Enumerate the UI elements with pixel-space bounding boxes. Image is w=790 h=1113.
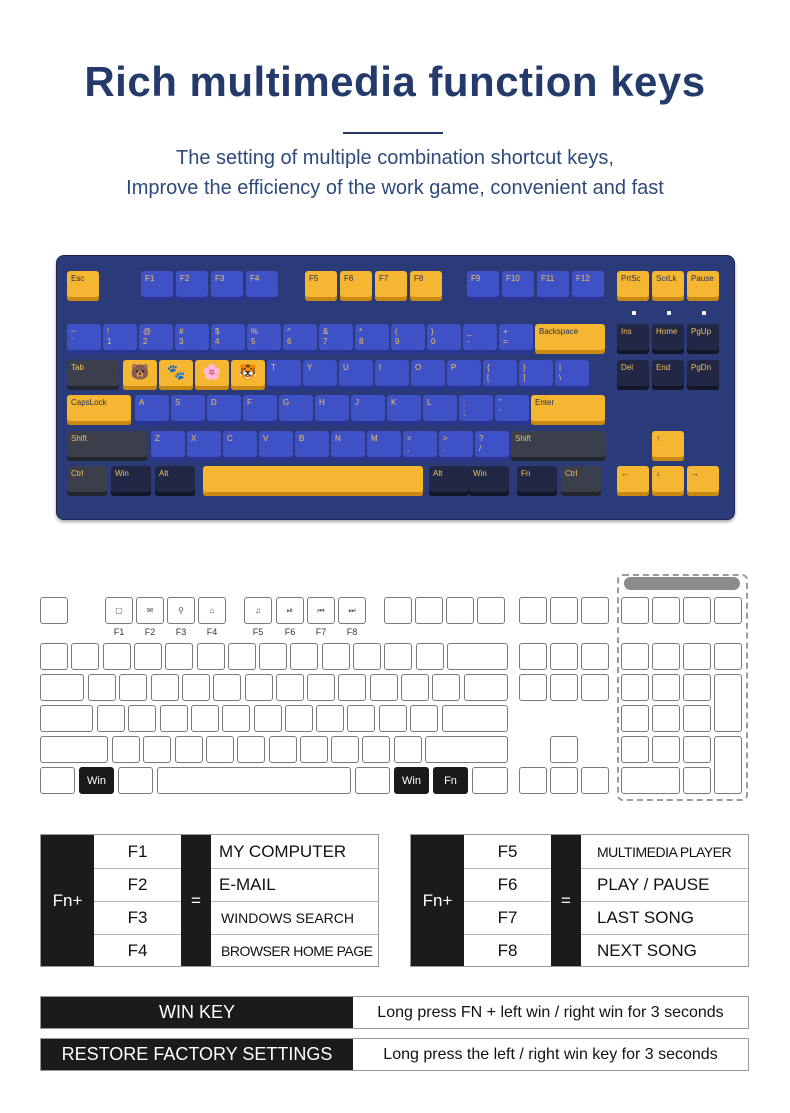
layout-key	[228, 643, 256, 670]
function-next-song: NEXT SONG	[581, 934, 748, 966]
note-text: Long press the left / right win key for 3 seconds	[383, 1045, 718, 1063]
key-shift-right: Shift	[511, 431, 605, 461]
layout-key	[477, 597, 505, 624]
key-pause: Pause	[687, 271, 719, 301]
key-number-row: ) 0	[427, 324, 461, 354]
layout-key	[384, 643, 412, 670]
key-ctrl-right: Ctrl	[561, 466, 601, 496]
layout-key	[362, 736, 390, 763]
key-letter: B	[295, 431, 329, 461]
key-tab: Tab	[67, 360, 119, 390]
layout-key	[379, 705, 407, 732]
key-enter: Enter	[531, 395, 605, 425]
numpad-region-outline	[617, 574, 748, 801]
layout-key	[165, 643, 193, 670]
layout-key	[410, 705, 438, 732]
layout-key-f8	[338, 597, 366, 624]
indicator-led	[702, 311, 706, 315]
function-windows-search: WINDOWS SEARCH	[211, 901, 378, 934]
key-letter: J	[351, 395, 385, 425]
next-icon: ⏭	[348, 605, 356, 615]
key-shift-left: Shift	[67, 431, 147, 461]
layout-key	[550, 597, 578, 624]
key-letter: Z	[151, 431, 185, 461]
subtitle-line-1: The setting of multiple combination shortcut keys,	[176, 147, 614, 169]
key-arrow-right: →	[687, 466, 719, 496]
f-key-label: F8	[346, 627, 358, 637]
layout-key	[134, 643, 162, 670]
layout-key	[550, 674, 578, 701]
key-letter: ? /	[475, 431, 509, 461]
key-letter: } ]	[519, 360, 553, 390]
title-divider	[343, 132, 443, 134]
layout-key	[40, 643, 68, 670]
layout-key	[71, 643, 99, 670]
key-home: Home	[652, 324, 684, 354]
key-f7: F7	[375, 271, 407, 301]
function-email: E-MAIL	[211, 868, 378, 901]
computer-icon: ▢	[115, 606, 123, 615]
layout-key	[175, 736, 203, 763]
fn-prefix-cell: Fn+	[411, 835, 464, 966]
artisan-keycap: 🐻	[123, 360, 157, 390]
artisan-keycap: 🐾	[159, 360, 193, 390]
key-f12: F12	[572, 271, 604, 301]
layout-key-backslash	[464, 674, 508, 701]
key-ins: Ins	[617, 324, 649, 354]
layout-key	[97, 705, 125, 732]
home-page-icon: ⌂	[209, 606, 215, 615]
previous-icon: ⏮	[317, 605, 325, 615]
note-restore-factory	[40, 1038, 749, 1071]
key-letter: N	[331, 431, 365, 461]
key-letter: I	[375, 360, 409, 390]
key-number-row: # 3	[175, 324, 209, 354]
key-prtsc: PrtSc	[617, 271, 649, 301]
fn-key-f3: F3	[94, 901, 181, 934]
layout-key	[245, 674, 273, 701]
key-f8: F8	[410, 271, 442, 301]
key-alt-right: Alt	[429, 466, 469, 496]
key-number-row: _ -	[463, 324, 497, 354]
layout-key-ctrl-right	[472, 767, 508, 794]
layout-key-capslock	[40, 705, 93, 732]
fn-key-f5: F5	[497, 841, 518, 861]
page-title: Rich multimedia function keys	[84, 58, 706, 105]
indicator-led	[667, 311, 671, 315]
layout-key	[103, 643, 131, 670]
key-arrow-up: ↑	[652, 431, 684, 461]
layout-key-arrow-up	[550, 736, 578, 763]
key-letter: G	[279, 395, 313, 425]
f-key-label: F2	[144, 627, 156, 637]
layout-key	[290, 643, 318, 670]
key-number-row: $ 4	[211, 324, 245, 354]
note-text: Long press FN + left win / right win for 3 seconds	[377, 1003, 724, 1021]
layout-key	[307, 674, 335, 701]
layout-key-win-right: Win	[394, 767, 429, 794]
layout-key-win-left: Win	[79, 767, 114, 794]
layout-key	[432, 674, 460, 701]
equals-cell: =	[551, 835, 581, 966]
layout-key-enter	[442, 705, 508, 732]
key-letter: > .	[439, 431, 473, 461]
layout-key	[446, 597, 474, 624]
key-number-row: + =	[499, 324, 533, 354]
fn-key-f8: F8	[464, 934, 551, 966]
layout-key-arrow	[581, 767, 609, 794]
layout-key-f4	[198, 597, 226, 624]
key-scrlk: ScrLk	[652, 271, 684, 301]
key-arrow-left: ←	[617, 466, 649, 496]
layout-key	[353, 643, 381, 670]
keyboard-photo	[56, 255, 735, 520]
key-letter: O	[411, 360, 445, 390]
layout-key	[191, 705, 219, 732]
key-f9: F9	[467, 271, 499, 301]
layout-key	[519, 674, 547, 701]
f-key-label: F7	[315, 627, 327, 637]
key-f4: F4	[246, 271, 278, 301]
layout-key	[581, 643, 609, 670]
key-letter: C	[223, 431, 257, 461]
layout-key	[581, 674, 609, 701]
key-letter: T	[267, 360, 301, 390]
key-f10: F10	[502, 271, 534, 301]
layout-key	[197, 643, 225, 670]
key-letter: < ,	[403, 431, 437, 461]
note-win-key	[40, 996, 749, 1029]
key-letter: { [	[483, 360, 517, 390]
layout-key	[182, 674, 210, 701]
key-number-row: ~ `	[67, 324, 101, 354]
key-f11: F11	[537, 271, 569, 301]
key-del: Del	[617, 360, 649, 390]
key-letter: K	[387, 395, 421, 425]
fn-prefix-cell: Fn+	[41, 835, 94, 966]
artisan-keycap: 🐯	[231, 360, 265, 390]
key-number-row: @ 2	[139, 324, 173, 354]
fn-key-f1: F1	[127, 841, 148, 861]
layout-key	[213, 674, 241, 701]
layout-key-arrow	[550, 767, 578, 794]
layout-key	[160, 705, 188, 732]
key-letter: H	[315, 395, 349, 425]
layout-key	[322, 643, 350, 670]
key-number-row: & 7	[319, 324, 353, 354]
key-f3: F3	[211, 271, 243, 301]
layout-key	[222, 705, 250, 732]
key-letter: M	[367, 431, 401, 461]
fn-key-f4: F4	[94, 934, 181, 966]
layout-key-spacebar	[157, 767, 351, 794]
key-letter: P	[447, 360, 481, 390]
key-esc: Esc	[67, 271, 99, 301]
equals-cell: =	[181, 835, 211, 966]
key-win-right: Win	[469, 466, 509, 496]
layout-key-f2	[136, 597, 164, 624]
key-end: End	[652, 360, 684, 390]
layout-key	[316, 705, 344, 732]
layout-key	[519, 643, 547, 670]
layout-key-alt-left	[118, 767, 153, 794]
layout-key-f3	[167, 597, 195, 624]
key-pgdn: PgDn	[687, 360, 719, 390]
layout-key	[384, 597, 412, 624]
note-label: WIN KEY	[41, 997, 353, 1028]
layout-key	[285, 705, 313, 732]
key-ctrl-left: Ctrl	[67, 466, 107, 496]
function-last-song: LAST SONG	[581, 901, 748, 934]
layout-key	[300, 736, 328, 763]
key-letter: L	[423, 395, 457, 425]
key-number-row: ! 1	[103, 324, 137, 354]
layout-key	[370, 674, 398, 701]
layout-key-f7	[307, 597, 335, 624]
layout-key-fn: Fn	[433, 767, 468, 794]
artisan-keycap: 🌸	[195, 360, 229, 390]
layout-key	[143, 736, 171, 763]
layout-key-f1	[105, 597, 133, 624]
key-letter: : ;	[459, 395, 493, 425]
key-win-left: Win	[111, 466, 151, 496]
layout-key-alt-right	[355, 767, 390, 794]
f-key-label: F1	[113, 627, 125, 637]
f-key-label: F5	[252, 627, 264, 637]
key-backspace: Backspace	[535, 324, 605, 354]
key-letter: V	[259, 431, 293, 461]
fn-key-f6: F6	[464, 868, 551, 901]
layout-key	[237, 736, 265, 763]
music-icon: ♫	[255, 606, 261, 615]
layout-key	[254, 705, 282, 732]
layout-key-shift-right	[425, 736, 508, 763]
layout-key	[206, 736, 234, 763]
key-letter: F	[243, 395, 277, 425]
layout-key	[119, 674, 147, 701]
key-number-row: ( 9	[391, 324, 425, 354]
function-my-computer: MY COMPUTER	[219, 841, 347, 861]
layout-key	[416, 643, 444, 670]
layout-key	[128, 705, 156, 732]
fn-table-left	[40, 834, 379, 967]
key-number-row: * 8	[355, 324, 389, 354]
key-pgup: PgUp	[687, 324, 719, 354]
key-number-row: % 5	[247, 324, 281, 354]
search-icon: ⚲	[178, 606, 184, 615]
layout-key-esc	[40, 597, 68, 624]
key-letter: " '	[495, 395, 529, 425]
key-letter: S	[171, 395, 205, 425]
key-alt-left: Alt	[155, 466, 195, 496]
key-spacebar	[203, 466, 423, 496]
layout-key-f5	[244, 597, 272, 624]
layout-key	[276, 674, 304, 701]
play-pause-icon: ⏯	[286, 605, 294, 615]
layout-key	[347, 705, 375, 732]
function-play-pause: PLAY / PAUSE	[581, 868, 748, 901]
layout-key	[151, 674, 179, 701]
indicator-led	[632, 311, 636, 315]
layout-key	[259, 643, 287, 670]
fn-key-f7: F7	[464, 901, 551, 934]
fn-key-f2: F2	[94, 868, 181, 901]
layout-key	[550, 643, 578, 670]
layout-key	[519, 597, 547, 624]
layout-key	[331, 736, 359, 763]
numpad-top-bar	[624, 577, 740, 590]
key-f1: F1	[141, 271, 173, 301]
key-f2: F2	[176, 271, 208, 301]
key-letter: D	[207, 395, 241, 425]
f-key-label: F6	[284, 627, 296, 637]
layout-key	[338, 674, 366, 701]
layout-key	[581, 597, 609, 624]
layout-key-f6	[276, 597, 304, 624]
key-number-row: ^ 6	[283, 324, 317, 354]
layout-key-arrow	[519, 767, 547, 794]
key-letter: X	[187, 431, 221, 461]
f-key-label: F3	[175, 627, 187, 637]
layout-key	[269, 736, 297, 763]
function-multimedia-player: MULTIMEDIA PLAYER	[597, 843, 732, 860]
key-letter: | \	[555, 360, 589, 390]
key-fn-right: Fn	[517, 466, 557, 496]
key-letter: Y	[303, 360, 337, 390]
layout-key	[394, 736, 422, 763]
key-f5: F5	[305, 271, 337, 301]
layout-key-ctrl-left	[40, 767, 75, 794]
key-letter: U	[339, 360, 373, 390]
layout-key	[401, 674, 429, 701]
function-browser-home: BROWSER HOME PAGE	[211, 934, 378, 966]
layout-key-backspace	[447, 643, 508, 670]
layout-key-shift-left	[40, 736, 108, 763]
fn-table-right	[410, 834, 749, 967]
key-capslock: CapsLock	[67, 395, 131, 425]
f-key-label: F4	[206, 627, 218, 637]
key-letter: A	[135, 395, 169, 425]
layout-key	[415, 597, 443, 624]
subtitle-line-2: Improve the efficiency of the work game, convenient and fast	[126, 177, 664, 199]
layout-key-tab	[40, 674, 84, 701]
key-arrow-down: ↓	[652, 466, 684, 496]
key-f6: F6	[340, 271, 372, 301]
layout-key	[112, 736, 140, 763]
note-label: RESTORE FACTORY SETTINGS	[41, 1039, 353, 1070]
layout-key	[88, 674, 116, 701]
mail-icon: ✉	[146, 606, 154, 615]
